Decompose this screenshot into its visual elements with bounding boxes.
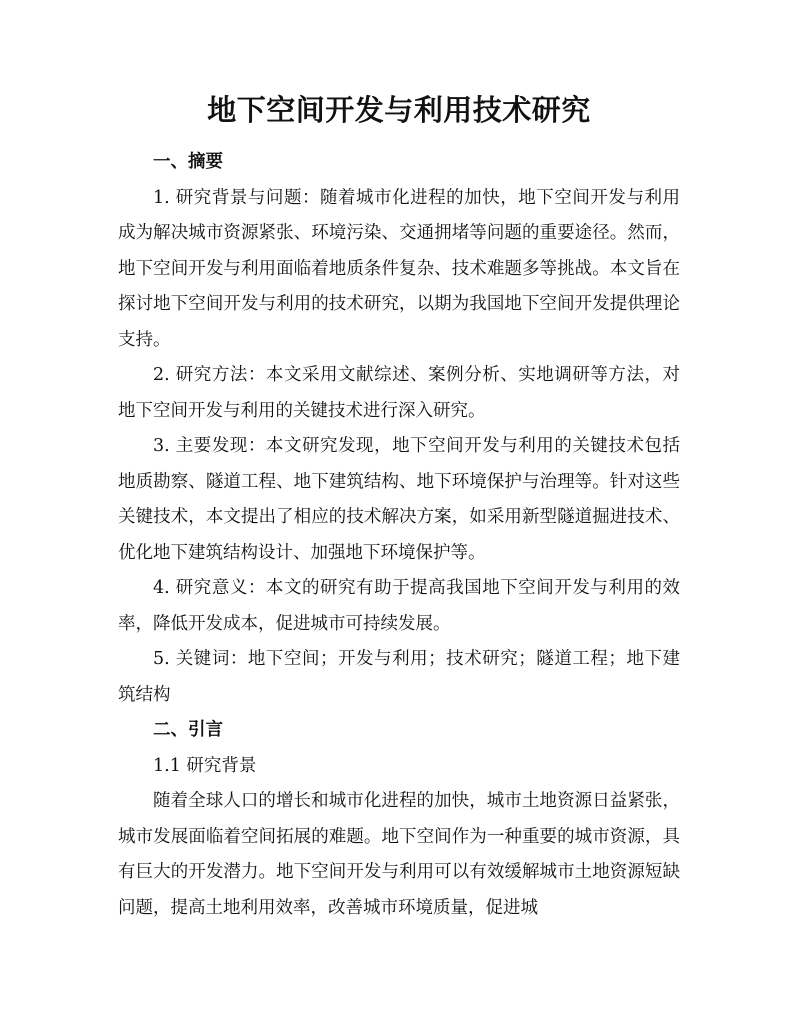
- subsection-heading-background: 1.1 研究背景: [153, 755, 257, 776]
- section-heading-abstract: 一、摘要: [153, 152, 223, 172]
- intro-paragraph: 随着全球人口的增长和城市化进程的加快，城市土地资源日益紧张，城市发展面临着空间拓展的难题。地下空间作为一种重要的城市资源，具有巨大的开发潜力。地下空间开发与利用可以有效缓解城市土地资源短缺问题，提高土地利用效率，改善城市环境质量，促进城: [118, 791, 680, 918]
- abstract-item-method: 2. 研究方法：本文采用文献综述、案例分析、实地调研等方法，对地下空间开发与利用的关键技术进行深入研究。: [118, 365, 680, 421]
- document-body: [118, 145, 680, 926]
- document-title: 地下空间开发与利用技术研究: [207, 93, 591, 127]
- section-heading-introduction: 二、引言: [153, 720, 223, 740]
- abstract-item-keywords: 5. 关键词：地下空间；开发与利用；技术研究；隧道工程；地下建筑结构: [118, 649, 680, 705]
- abstract-item-significance: 4. 研究意义：本文的研究有助于提高我国地下空间开发与利用的效率，降低开发成本，促进城市可持续发展。: [118, 578, 680, 634]
- abstract-item-background: 1. 研究背景与问题：随着城市化进程的加快，地下空间开发与利用成为解决城市资源紧张、环境污染、交通拥堵等问题的重要途径。然而，地下空间开发与利用面临着地质条件复杂、技术难题多等挑战。本文旨在探讨地下空间开发与利用的技术研究，以期为我国地下空间开发提供理论支持。: [118, 187, 680, 350]
- abstract-item-findings: 3. 主要发现：本文研究发现，地下空间开发与利用的关键技术包括地质勘察、隧道工程、地下建筑结构、地下环境保护与治理等。针对这些关键技术，本文提出了相应的技术解决方案，如采用新型隧道掘进技术、优化地下建筑结构设计、加强地下环境保护等。: [118, 436, 680, 563]
